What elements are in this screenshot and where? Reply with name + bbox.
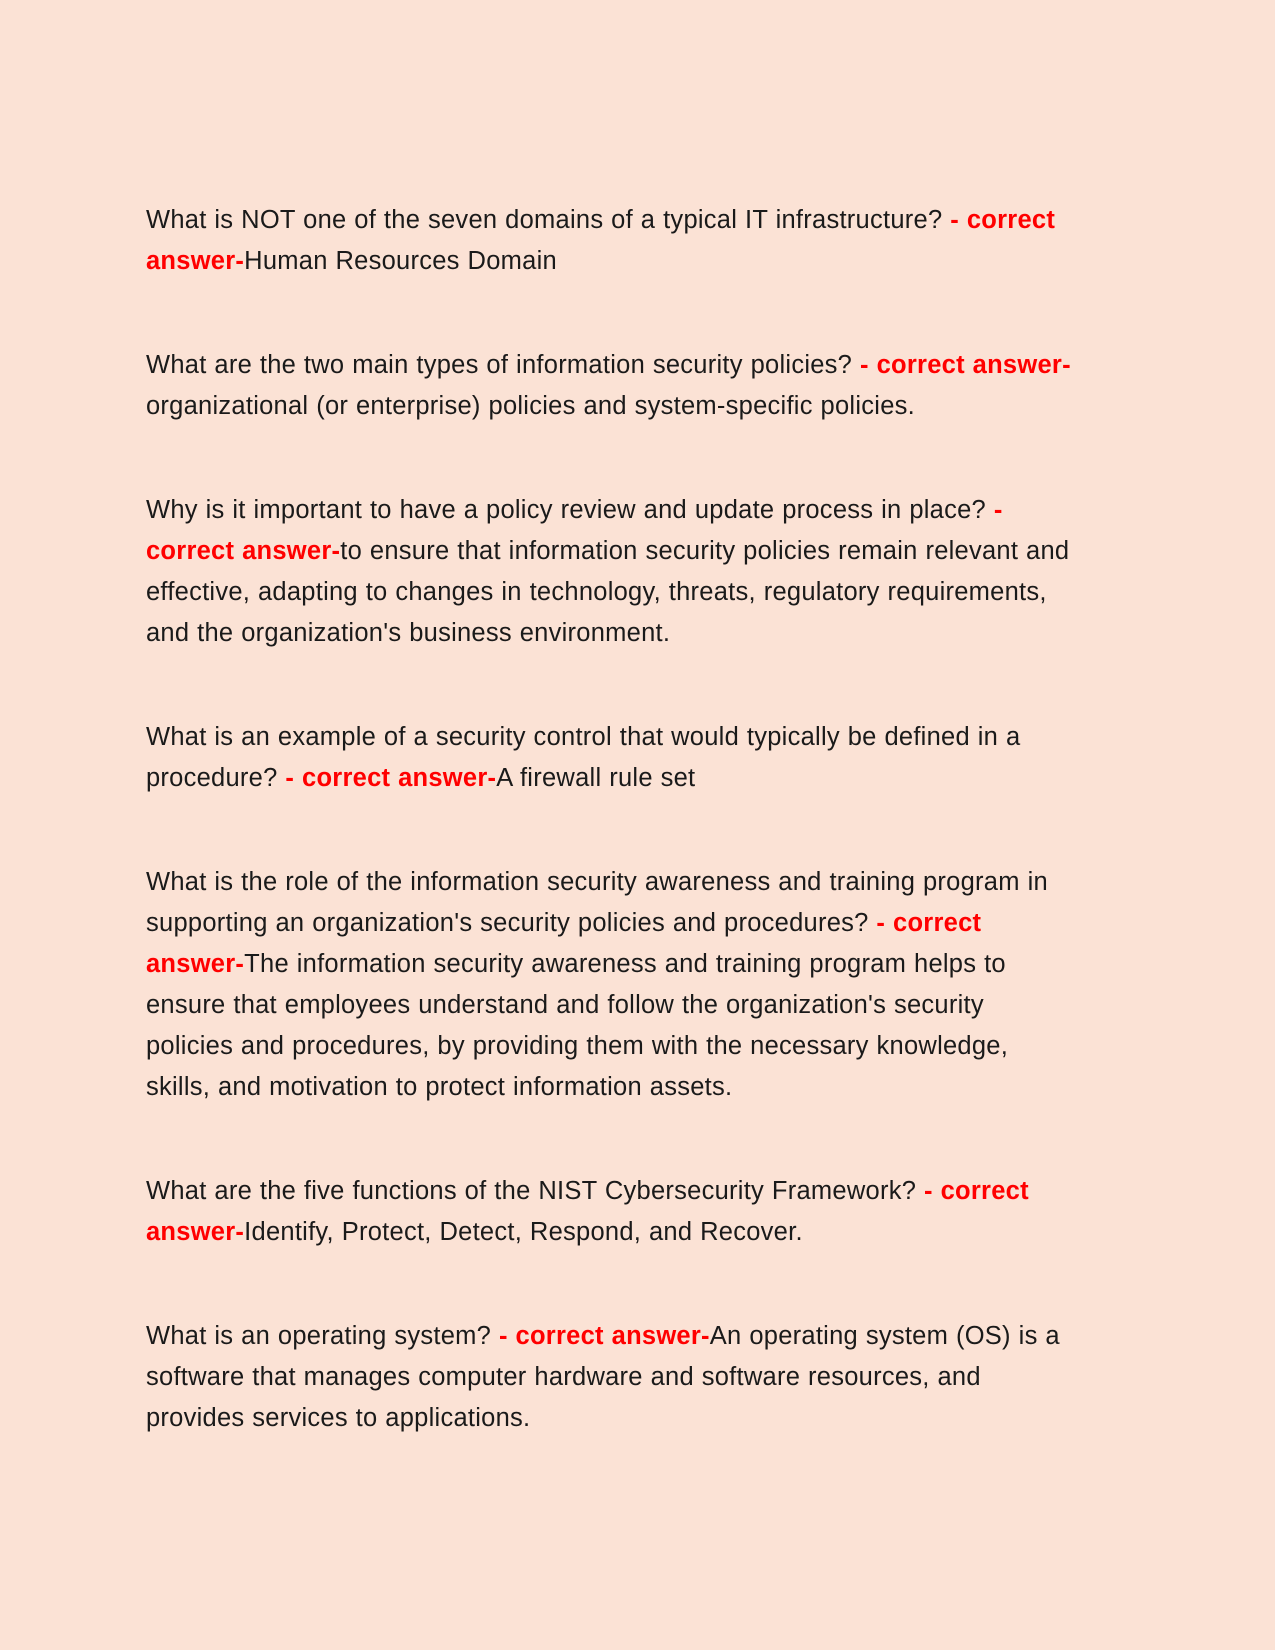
question-text: What are the five functions of the NIST Cybersecurity Framework?	[146, 1177, 917, 1205]
question-text: What is the role of the information security awareness and training program in supporting an organization's security policies and procedures?	[146, 868, 1048, 937]
answer-text: organizational (or enterprise) policies and system-specific policies.	[146, 392, 915, 420]
correct-answer-marker: - correct answer-	[277, 764, 497, 792]
correct-answer-marker: - correct answer-	[852, 351, 1071, 379]
correct-answer-marker: - correct answer-	[146, 1177, 1029, 1246]
answer-text: Human Resources Domain	[244, 247, 557, 275]
qa-item-7	[146, 1316, 1075, 1439]
correct-answer-marker: - correct answer-	[146, 496, 1003, 565]
qa-list	[146, 200, 1075, 1439]
answer-text: A firewall rule set	[496, 764, 696, 792]
question-text: What is an operating system?	[146, 1322, 492, 1350]
qa-item-3	[146, 490, 1075, 654]
question-text: Why is it important to have a policy review and update process in place?	[146, 496, 986, 524]
qa-item-5	[146, 862, 1075, 1108]
qa-item-1	[146, 200, 1075, 282]
answer-text: An operating system (OS) is a software that manages computer hardware and software resources, and provides services to applications.	[146, 1322, 1060, 1432]
answer-text: The information security awareness and training program helps to ensure that employees understand and follow the organization's security policies and procedures, by providing them with the necessary knowledge, skills, and motivation to protect information assets.	[146, 950, 1009, 1101]
question-text: What is NOT one of the seven domains of a typical IT infrastructure?	[146, 206, 943, 234]
correct-answer-marker: - correct answer-	[146, 206, 1056, 275]
qa-item-4	[146, 717, 1075, 799]
correct-answer-marker: - correct answer-	[491, 1322, 710, 1350]
question-text: What are the two main types of information security policies?	[146, 351, 853, 379]
correct-answer-marker: - correct answer-	[146, 909, 982, 978]
question-text: What is an example of a security control that would typically be defined in a procedure?	[146, 723, 1021, 792]
answer-text: Identify, Protect, Detect, Respond, and Recover.	[244, 1218, 803, 1246]
qa-item-6	[146, 1171, 1075, 1253]
qa-item-2	[146, 345, 1075, 427]
answer-text: to ensure that information security policies remain relevant and effective, adapting to changes in technology, threats, regulatory requirements, and the organization's business environment.	[146, 537, 1070, 647]
